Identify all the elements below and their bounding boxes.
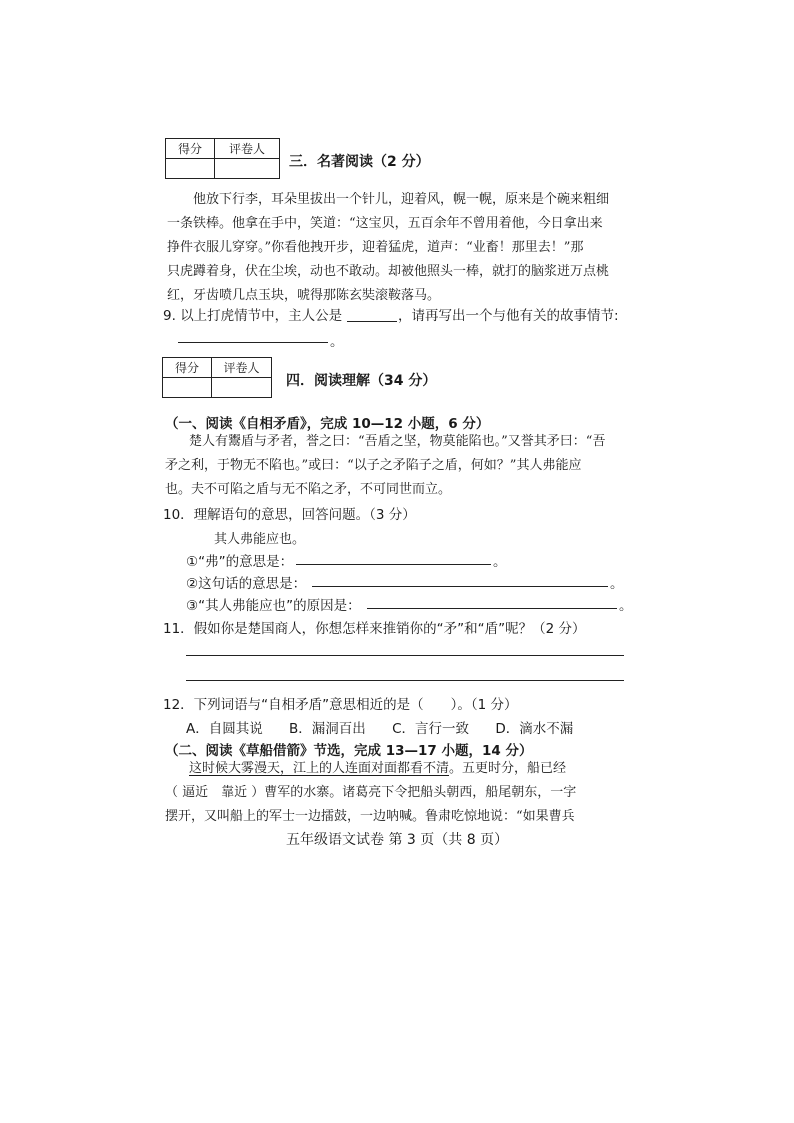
passage-line-rest: 。五更时分，船已经 (449, 761, 567, 776)
passage-line: 挣件衣服儿穿穿。”你看他拽开步，迎着猛虎，道声：“业畜！那里去！”那 (167, 240, 584, 255)
q12-option-a[interactable]: A．自圆其说 (186, 721, 263, 737)
question-10: 10．理解语句的意思，回答问题。（3 分） (163, 507, 416, 523)
score-cell (163, 378, 212, 398)
part1-passage (165, 430, 605, 502)
passage-line: 一条铁棒。他拿在手中，笑道：“这宝贝，五百余年不曾用着他，今日拿出来 (167, 216, 603, 231)
grader-cell (215, 159, 280, 179)
q9-part2: ，请再写出一个与他有关的故事情节: (398, 308, 619, 324)
score-box-section3 (165, 138, 280, 179)
question-9 (163, 304, 342, 324)
part2-title: （二、阅读《草船借箭》节选，完成 13—17 小题，14 分） (165, 743, 533, 759)
q10-a-label: ①“弗”的意思是： (186, 554, 294, 570)
q10-b-answer-blank[interactable] (312, 586, 608, 587)
q10-b-label: ②这句话的意思是： (186, 576, 307, 592)
q12-option-b[interactable]: B．漏洞百出 (289, 721, 366, 737)
passage-line: 摆开，又叫船上的军士一边擂鼓，一边呐喊。鲁肃吃惊地说：“如果曹兵 (165, 809, 575, 824)
q11-answer-line-2[interactable] (186, 680, 624, 681)
q9-part1: 以上打虎情节中，主人公是 (180, 308, 343, 324)
score-label: 得分 (166, 139, 215, 159)
q12-option-c[interactable]: C．言行一致 (392, 721, 470, 737)
q10-c-label: ③“其人弗能应也”的原因是： (186, 598, 361, 614)
q12-option-d[interactable]: D．滴水不漏 (495, 721, 574, 737)
part1-title: （一、阅读《自相矛盾》，完成 10—12 小题，6 分） (165, 416, 490, 432)
q10-a-end: 。 (493, 554, 507, 570)
q9-num: 9. (163, 308, 176, 324)
question-11: 11．假如你是楚国商人，你想怎样来推销你的“矛”和“盾”呢？（2 分） (163, 621, 586, 637)
score-box-section4 (162, 357, 272, 398)
section3-title: 三．名著阅读（2 分） (289, 154, 430, 170)
q9-answer-blank-2[interactable] (178, 342, 328, 343)
passage-line: （ 逼近 靠近 ）曹军的水寨。诸葛亮下令把船头朝西，船尾朝东，一字 (165, 785, 577, 800)
q10-quote: 其人弗能应也。 (214, 532, 306, 547)
score-cell (166, 159, 215, 179)
passage-line: 红，牙齿喷几点玉块，唬得那陈玄奘滚鞍落马。 (167, 288, 441, 303)
q10-a-answer-blank[interactable] (296, 564, 491, 565)
q9-answer-blank-1[interactable] (347, 321, 397, 322)
grader-label: 评卷人 (215, 139, 280, 159)
q10-c-answer-blank[interactable] (367, 608, 617, 609)
page-footer: 五年级语文试卷 第 3 页（共 8 页） (286, 832, 509, 848)
q9-end: 。 (330, 334, 344, 350)
underlined-sentence: 这时候大雾漫天，江上的人连面对面都看不清 (189, 761, 450, 776)
passage-line: 只虎蹲着身，伏在尘埃，动也不敢动。却被他照头一棒，就打的脑浆迸万点桃 (167, 264, 610, 279)
passage-line (165, 757, 576, 781)
passage-line: 也。夫不可陷之盾与无不陷之矛，不可同世而立。 (165, 482, 452, 497)
passage-line: 楚人有鬻盾与矛者，誉之曰：“吾盾之坚，物莫能陷也。”又誉其矛曰：“吾 (189, 434, 606, 449)
question-12: 12．下列词语与“自相矛盾”意思相近的是（ ）。（1 分） (163, 697, 518, 713)
q10-b-end: 。 (610, 576, 624, 592)
q11-answer-line-1[interactable] (186, 655, 624, 656)
q12-options (186, 717, 573, 737)
section3-passage (167, 188, 609, 308)
part2-passage (165, 757, 576, 829)
score-label: 得分 (163, 358, 212, 378)
passage-line: 他放下行李，耳朵里拔出一个针儿，迎着风，幌一幌，原来是个碗来粗细 (193, 192, 610, 207)
grader-cell (212, 378, 272, 398)
q10-c-end: 。 (619, 598, 633, 614)
section4-title: 四．阅读理解（34 分） (286, 373, 437, 389)
grader-label: 评卷人 (212, 358, 272, 378)
passage-line: 矛之利，于物无不陷也。”或曰：“以子之矛陷子之盾，何如？”其人弗能应 (165, 458, 582, 473)
